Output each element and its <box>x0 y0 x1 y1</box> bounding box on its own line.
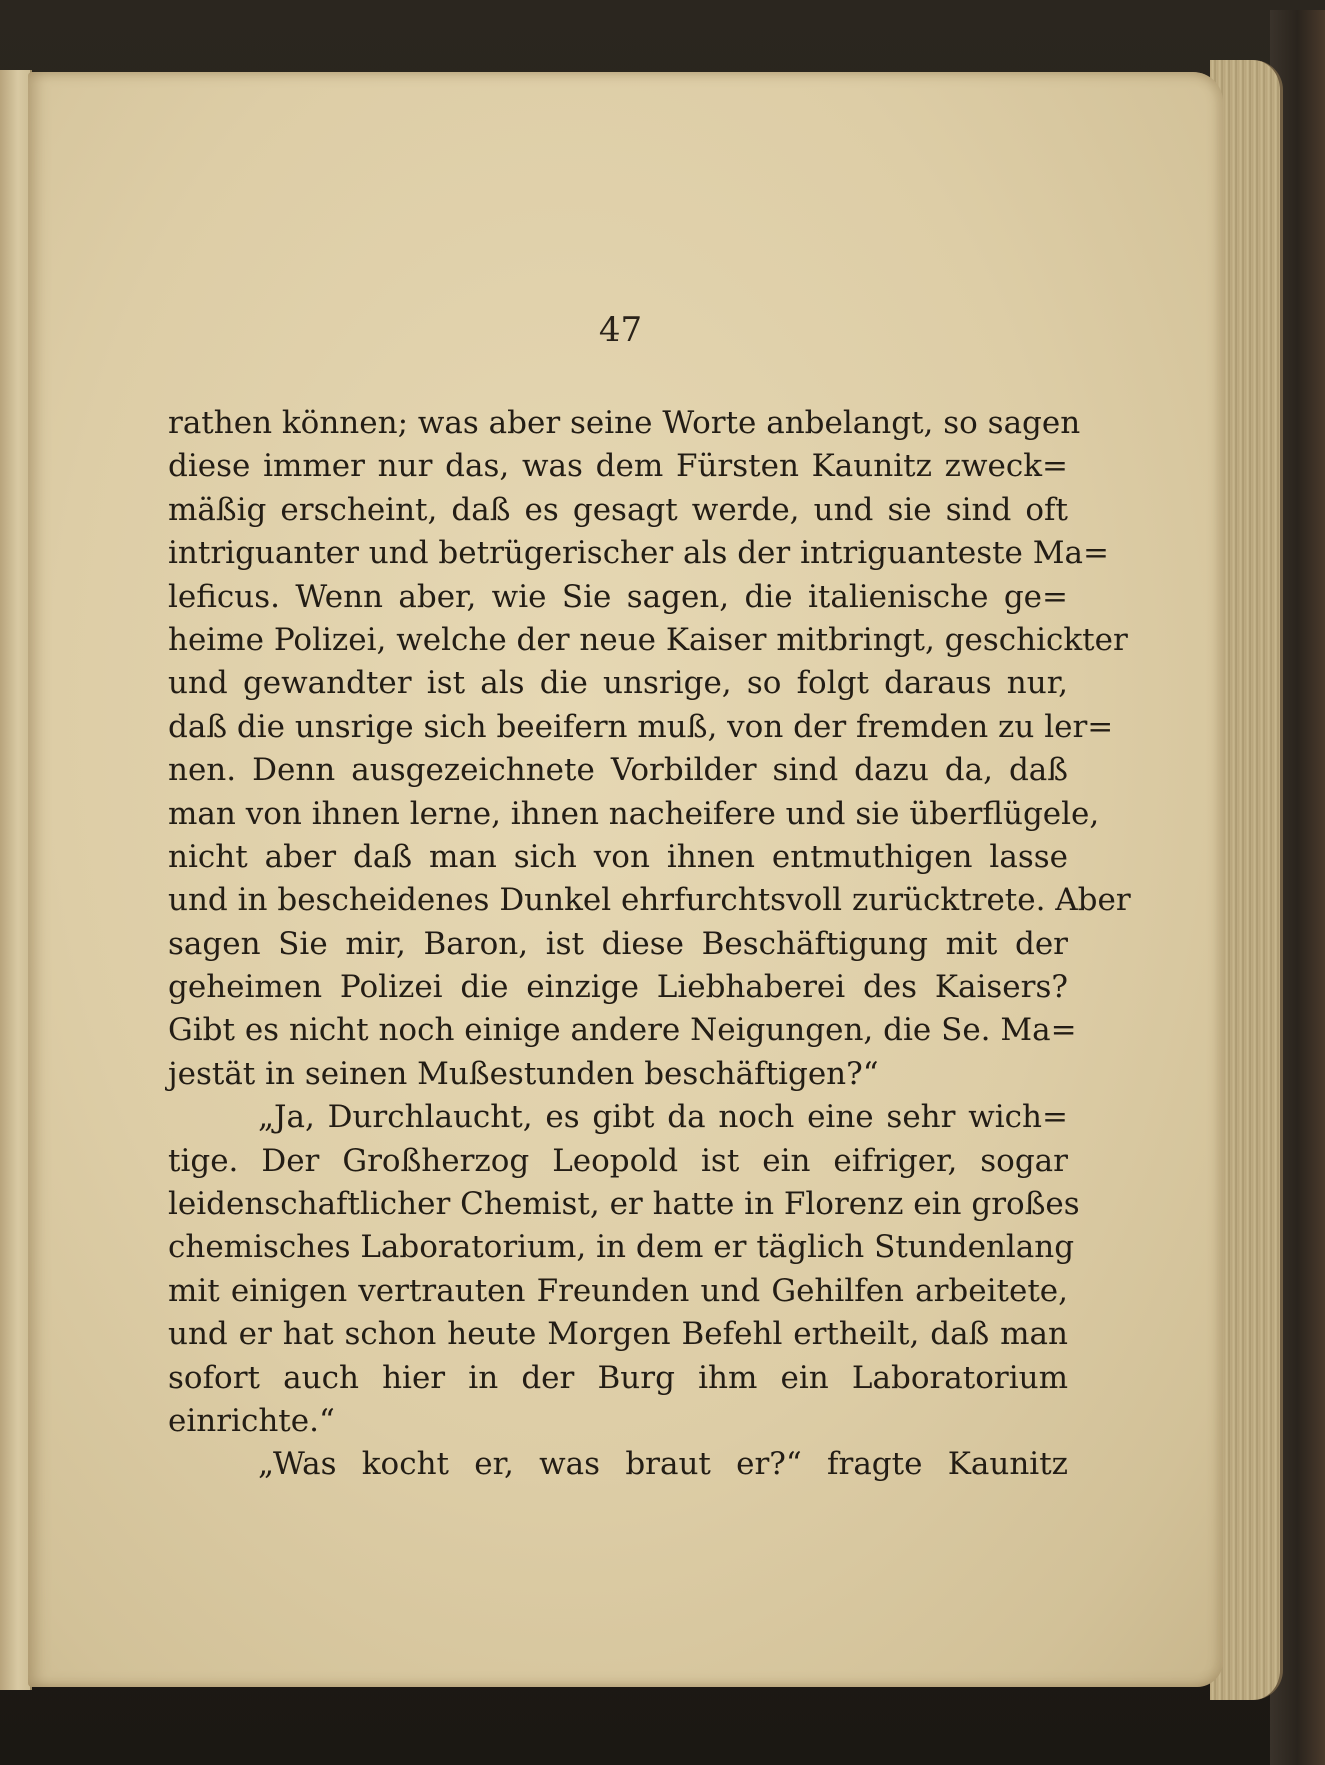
text-line: nen. Denn ausgezeichnete Vorbilder sind dazu da, daß <box>168 752 1068 789</box>
text-line: sofort auch hier in der Burg ihm ein Laboratorium <box>168 1359 1068 1396</box>
text-line: „Was kocht er, was braut er?“ fragte Kaunitz <box>258 1446 1068 1483</box>
text-line: man von ihnen lerne, ihnen nacheifere und sie überflügele, <box>168 795 1100 832</box>
text-line: heime Polizei, welche der neue Kaiser mitbringt, geschickter <box>168 621 1128 658</box>
text-line: jestät in seinen Mußestunden beschäftigen?“ <box>168 1055 879 1092</box>
text-line: rathen können; was aber seine Worte anbelangt, so sagen <box>168 405 1081 441</box>
text-line: leficus. Wenn aber, wie Sie sagen, die italienische ge= <box>168 578 1068 615</box>
text-line: chemisches Laboratorium, in dem er täglich Stundenlang <box>168 1229 1075 1266</box>
text-line: mit einigen vertrauten Freunden und Gehilfen arbeitete, <box>168 1272 1068 1309</box>
text-line: und er hat schon heute Morgen Befehl ertheilt, daß man <box>168 1316 1068 1353</box>
text-line: intriguanter und betrügerischer als der intriguanteste Ma= <box>168 535 1109 572</box>
text-line: Gibt es nicht noch einige andere Neigungen, die Se. Ma= <box>168 1012 1077 1049</box>
book-page <box>28 72 1223 1687</box>
text-line: „Ja, Durchlaucht, es gibt da noch eine sehr wich= <box>258 1099 1068 1136</box>
text-line: einrichte.“ <box>168 1402 335 1439</box>
text-line: leidenschaftlicher Chemist, er hatte in Florenz ein großes <box>168 1186 1080 1223</box>
text-line: sagen Sie mir, Baron, ist diese Beschäftigung mit der <box>168 925 1068 962</box>
text-line: daß die unsrige sich beeifern muß, von der fremden zu ler= <box>168 708 1114 745</box>
text-line: mäßig erscheint, daß es gesagt werde, und sie sind oft <box>168 491 1068 528</box>
text-line: und gewandter ist als die unsrige, so folgt daraus nur, <box>168 665 1068 702</box>
text-line: und in bescheidenes Dunkel ehrfurchtsvoll zurücktrete. Aber <box>168 882 1131 919</box>
page-number: 47 <box>598 310 643 350</box>
text-line: nicht aber daß man sich von ihnen entmuthigen lasse <box>168 838 1068 875</box>
text-line: tige. Der Großherzog Leopold ist ein eifriger, sogar <box>168 1142 1068 1179</box>
body-text <box>168 402 1131 1487</box>
text-line: diese immer nur das, was dem Fürsten Kaunitz zweck= <box>168 448 1068 485</box>
text-line: geheimen Polizei die einzige Liebhaberei des Kaisers? <box>168 969 1068 1006</box>
